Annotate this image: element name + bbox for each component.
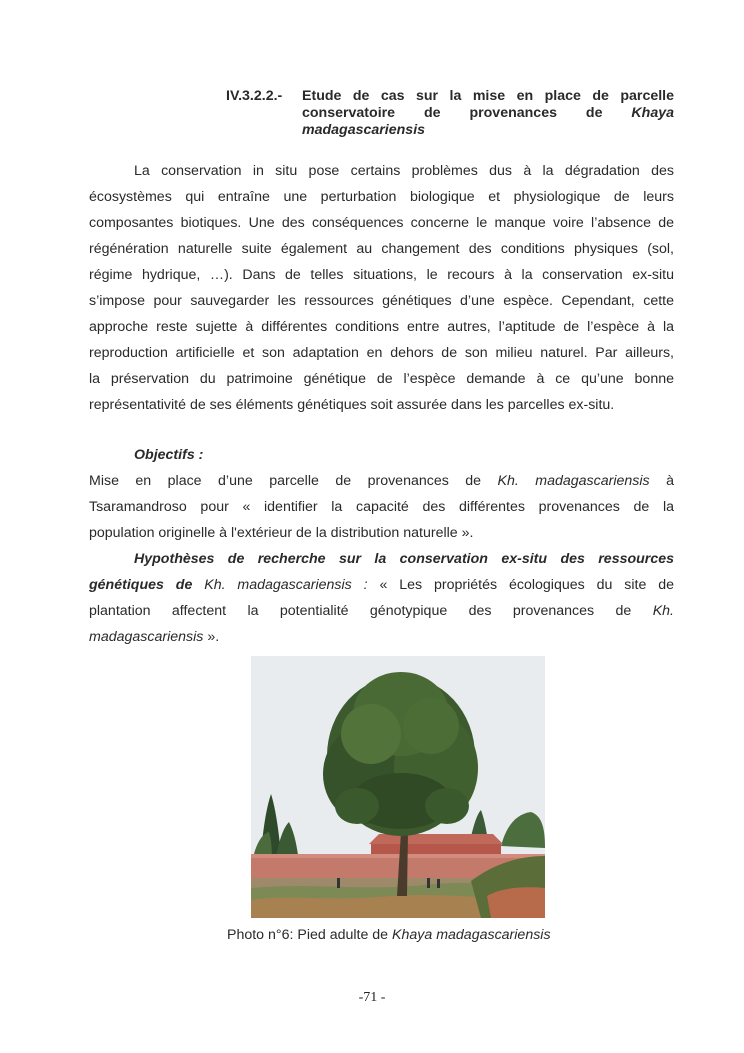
paragraph-line: composantes biotiques. Une des conséquences concerne le manque voire l’absence de xyxy=(89,215,674,231)
paragraph-line: représentativité de ses éléments génétiques soit assurée dans les parcelles ex-situ. xyxy=(89,397,615,413)
paragraph-line: reproduction artificielle et son adaptation en dehors de son milieu naturel. Par ailleurs, xyxy=(89,345,674,361)
paragraph-line: La conservation in situ pose certains problèmes dus à la dégradation des xyxy=(134,163,674,179)
section-title-line-1: Etude de cas sur la mise en place de parcelle xyxy=(302,88,674,104)
section-number: IV.3.2.2.- xyxy=(226,88,283,104)
paragraph-line: la préservation du patrimoine génétique de l’espèce demande à ce qu’une bonne xyxy=(89,371,674,387)
tree-photo xyxy=(251,656,545,918)
paragraph-line: plantation affectent la potentialité génotypique des provenances de Kh. xyxy=(89,603,674,619)
paragraph-line: régénération naturelle suite également au changement des conditions physiques (sol, xyxy=(89,241,674,257)
paragraph-line: Mise en place d’une parcelle de provenances de Kh. madagascariensis à xyxy=(89,473,674,489)
section-title-line-2: conservatoire de provenances de Khaya xyxy=(302,105,674,121)
paragraph-line: approche reste sujette à différentes conditions entre autres, l’aptitude de l’espèce à la xyxy=(89,319,674,335)
section-title xyxy=(302,88,674,139)
section-title-line-3: madagascariensis xyxy=(302,122,426,138)
paragraph-line: écosystèmes qui entraîne une perturbation biologique et physiologique de leurs xyxy=(89,189,674,205)
paragraph-line: Tsaramandroso pour « identifier la capacité des différentes provenances de la xyxy=(89,499,674,515)
photo-caption: Photo n°6: Pied adulte de Khaya madagascariensis xyxy=(227,927,551,943)
paragraph-line: madagascariensis ». xyxy=(89,629,220,645)
paragraph-line: s’impose pour sauvegarder les ressources génétiques d’une espèce. Cependant, cette xyxy=(89,293,674,309)
hypotheses-paragraph xyxy=(89,546,674,650)
objectives-title: Objectifs : xyxy=(134,447,204,463)
objectives-paragraph xyxy=(89,468,674,546)
hypotheses-title: Hypothèses de recherche sur la conservation ex-situ des ressources xyxy=(134,551,674,567)
genus-name: Khaya xyxy=(631,105,674,121)
intro-paragraph xyxy=(89,158,674,418)
paragraph-line: génétiques de Kh. madagascariensis : « Les propriétés écologiques du site de xyxy=(89,577,674,593)
paragraph-line: population originelle à l'extérieur de la distribution naturelle ». xyxy=(89,525,474,541)
paragraph-line: régime hydrique, …). Dans de telles situations, le recours à la conservation ex-situ xyxy=(89,267,674,283)
page-number: -71 - xyxy=(358,990,386,1005)
